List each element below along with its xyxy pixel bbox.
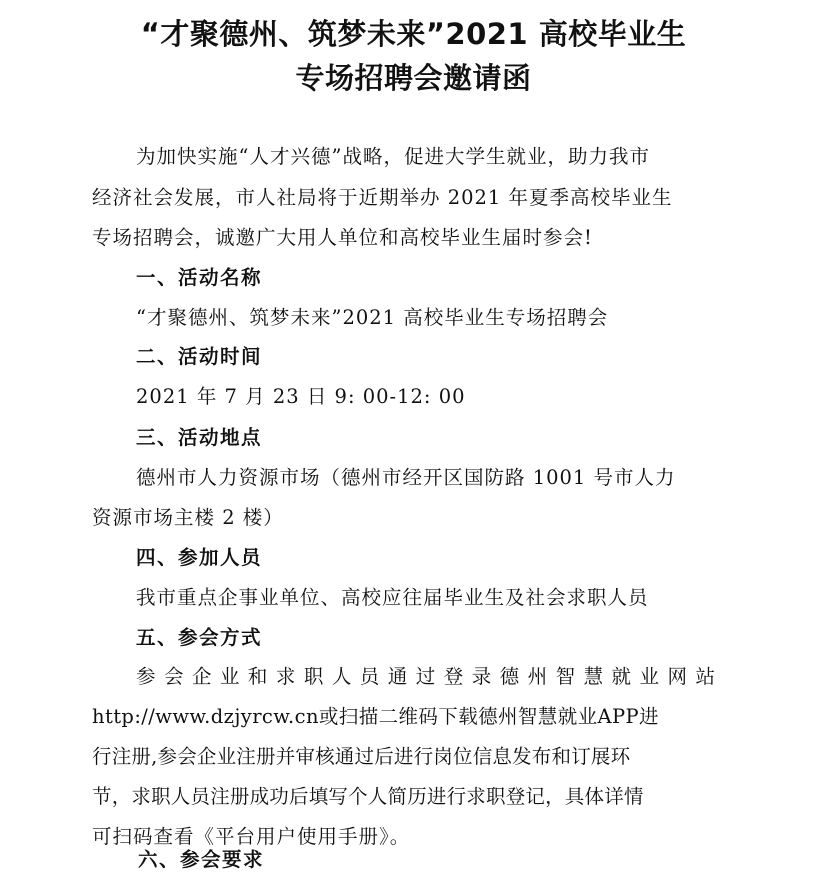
document-title-line-1: “才聚德州、筑梦未来”2021 高校毕业生	[140, 17, 687, 51]
intro-line-2: 经济社会发展，市人社局将于近期举办 2021 年夏季高校毕业生	[92, 186, 673, 209]
activity-time-text: 2021 年 7 月 23 日 9: 00-12: 00	[136, 385, 466, 408]
participation-method-line-5: 可扫码查看《平台用户使用手册》。	[92, 825, 411, 848]
section-heading-activity-location: 三、活动地点	[136, 426, 263, 449]
participation-method-line-3: 行注册,参会企业注册并审核通过后进行岗位信息发布和订展环	[92, 745, 631, 768]
section-heading-participation-requirements: 六、参会要求	[138, 848, 265, 871]
activity-location-line-1: 德州市人力资源市场（德州市经开区国防路 1001 号市人力	[136, 466, 676, 489]
participation-method-line-4: 节，求职人员注册成功后填写个人简历进行求职登记，具体详情	[92, 785, 644, 808]
participation-method-line-1: 参会企业和求职人员通过登录德州智慧就业网站	[136, 665, 716, 688]
participation-method-line-2: http://www.dzjyrcw.cn或扫描二维码下载德州智慧就业APP进	[92, 705, 659, 728]
document-title-line-2: 专场招聘会邀请函	[295, 61, 532, 95]
section-heading-participation-method: 五、参会方式	[136, 626, 263, 649]
section-heading-activity-time: 二、活动时间	[136, 345, 263, 368]
participants-text: 我市重点企事业单位、高校应往届毕业生及社会求职人员	[136, 586, 649, 609]
section-heading-participants: 四、参加人员	[136, 546, 263, 569]
intro-line-3: 专场招聘会，诚邀广大用人单位和高校毕业生届时参会!	[92, 226, 593, 249]
activity-location-line-2: 资源市场主楼 2 楼）	[92, 506, 284, 529]
intro-line-1: 为加快实施“人才兴德”战略，促进大学生就业，助力我市	[136, 145, 650, 168]
activity-name-text: “才聚德州、筑梦未来”2021 高校毕业生专场招聘会	[136, 306, 609, 329]
section-heading-activity-name: 一、活动名称	[136, 266, 263, 289]
